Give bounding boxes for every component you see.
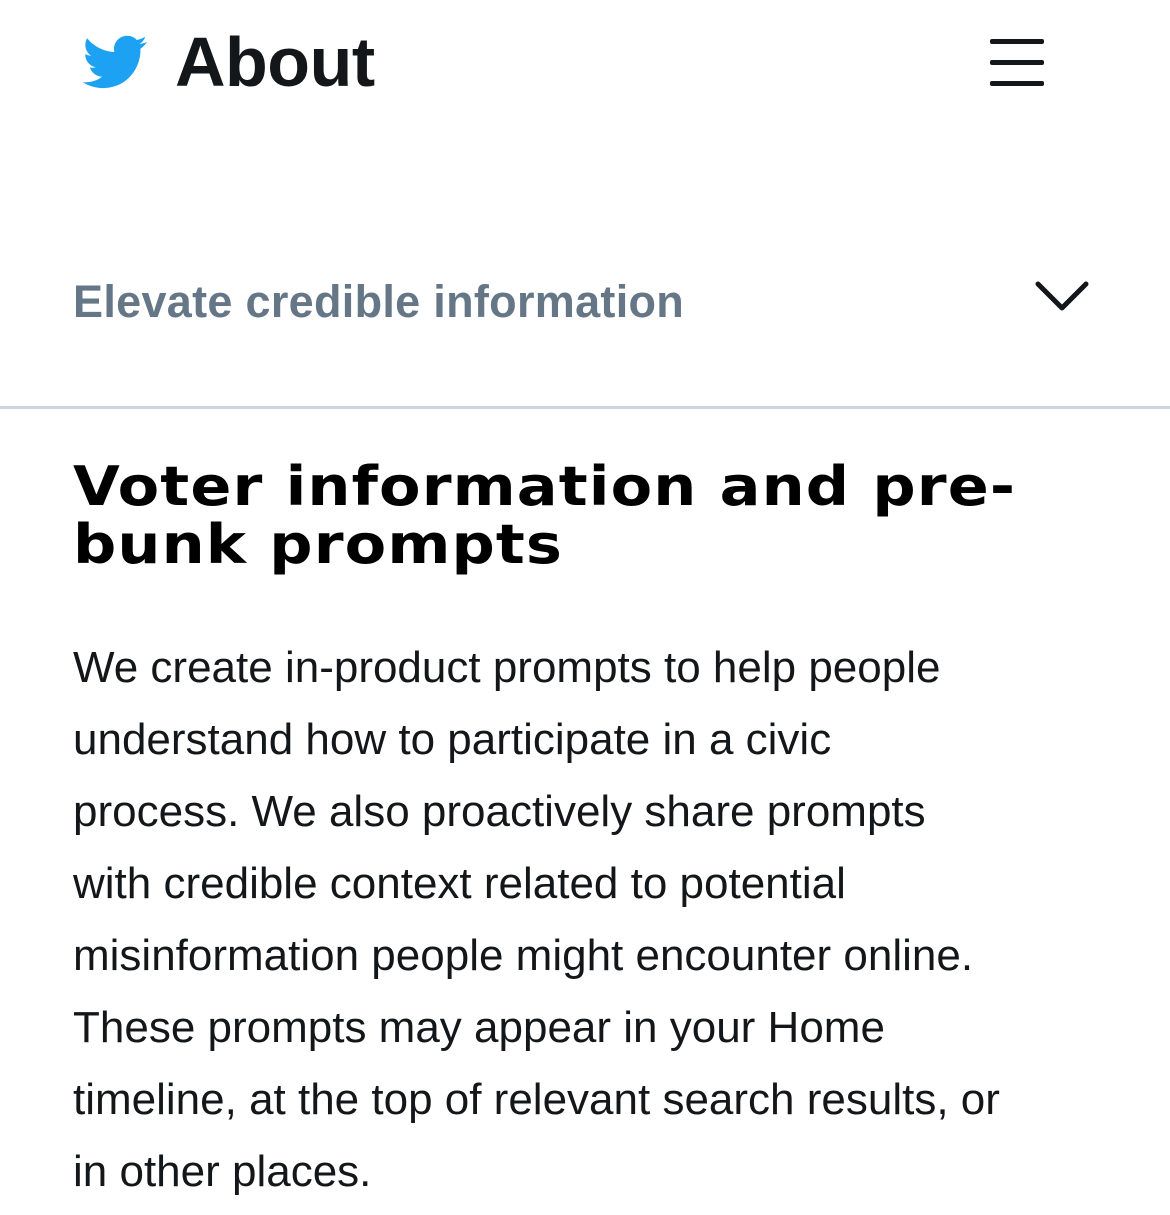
menu-button[interactable] <box>986 36 1048 90</box>
section-heading-line: bunk prompts <box>73 513 564 576</box>
twitter-bird-icon[interactable] <box>74 28 154 96</box>
section-body <box>73 632 1133 1208</box>
hamburger-menu-icon <box>990 81 1044 86</box>
accordion-elevate-credible-information[interactable] <box>0 250 1170 409</box>
accordion-label: Elevate credible information <box>73 276 685 327</box>
body-line: process. We also proactively share prompts <box>73 787 926 836</box>
chevron-down-icon[interactable] <box>1034 280 1090 314</box>
body-line: misinformation people might encounter online. <box>73 931 974 980</box>
hamburger-menu-icon <box>990 39 1044 44</box>
body-line: in other places. <box>73 1147 372 1196</box>
body-line: with credible context related to potential <box>73 859 846 908</box>
page-title: About <box>175 23 375 101</box>
body-line: understand how to participate in a civic <box>73 715 832 764</box>
body-line: These prompts may appear in your Home <box>73 1003 885 1052</box>
section-heading-line: Voter information and pre- <box>73 455 1017 518</box>
top-nav <box>0 0 1170 130</box>
section-heading <box>73 455 1170 576</box>
body-line: We create in-product prompts to help people <box>73 643 941 692</box>
body-line: timeline, at the top of relevant search results, or <box>73 1075 1000 1124</box>
hamburger-menu-icon <box>990 60 1044 65</box>
